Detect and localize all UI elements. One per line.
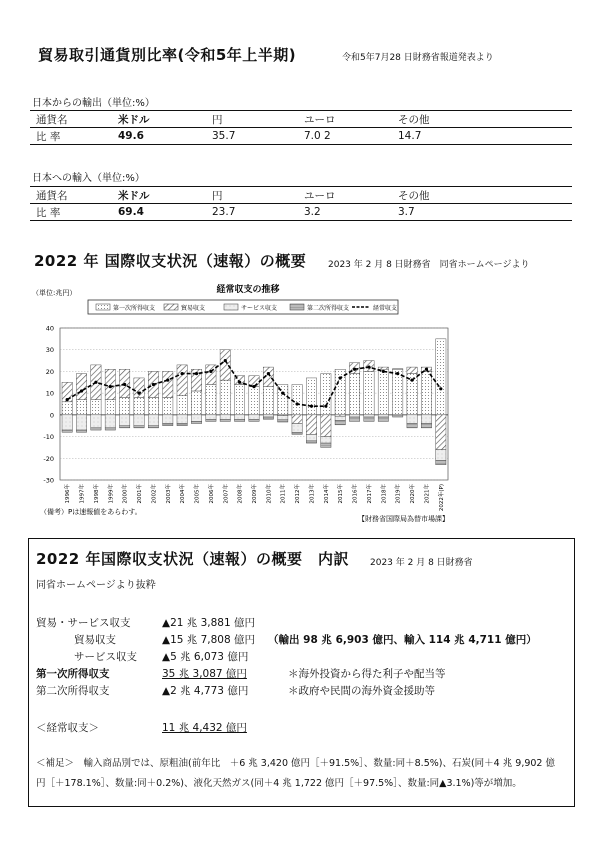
imports-header-usd: 米ドル [112, 187, 206, 204]
bar-segment [421, 415, 431, 424]
current-account-point [123, 383, 126, 386]
breakdown-note-primary-income: ＊海外投資から得た利子や配当等 [288, 668, 446, 680]
bar-segment [306, 441, 316, 443]
chart-footnote: （備考）Pは速報値をあらわす。 [40, 508, 142, 516]
breakdown-label-secondary-income: 第二次所得収支 [36, 685, 110, 697]
x-tick-label: 2000年 [122, 484, 129, 504]
current-account-point [396, 372, 399, 375]
bar-segment [234, 419, 244, 421]
bar-segment [220, 380, 230, 415]
x-tick-label: 1999年 [108, 484, 115, 504]
trade-currency-source: 令和5年7月28 日財務省報道発表より [342, 53, 494, 63]
x-tick-label: 2007年 [223, 484, 230, 504]
x-tick-label: 2016年 [352, 484, 359, 504]
exports-header-currency: 通貨名 [30, 111, 112, 128]
bar-segment [349, 374, 359, 415]
legend-label: 第二次所得収支 [307, 305, 350, 312]
current-account-point [181, 372, 184, 375]
bar-segment [436, 460, 446, 464]
bar-segment [62, 402, 72, 415]
breakdown-label-current-account: ＜経常収支＞ [36, 722, 99, 734]
current-account-point [281, 392, 284, 395]
current-account-point [137, 392, 140, 395]
breakdown-value-trade: ▲15 兆 7,808 億円 [162, 634, 256, 646]
bar-segment [249, 419, 259, 421]
bar-segment [191, 421, 201, 423]
bar-segment [105, 400, 115, 415]
bar-segment [206, 384, 216, 414]
exports-value-euro: 7.0 2 [298, 128, 392, 145]
exports-value-usd: 49.6 [112, 128, 206, 145]
x-tick-label: 2006年 [208, 484, 215, 504]
x-tick-label: 2011年 [280, 484, 287, 504]
x-tick-label: 2022年(P) [438, 484, 445, 512]
bar-segment [206, 365, 216, 385]
bar-segment [163, 397, 173, 414]
bar-segment [378, 367, 388, 369]
current-account-point [310, 405, 313, 408]
y-tick-label: -20 [43, 454, 54, 463]
imports-header-euro: ユーロ [298, 187, 392, 204]
current-account-point [66, 398, 69, 401]
bar-segment [249, 387, 259, 415]
bar-segment [335, 421, 345, 425]
current-account-point [238, 381, 241, 384]
x-tick-label: 2021年 [424, 484, 431, 504]
y-tick-label: 40 [45, 324, 54, 333]
bar-segment [177, 424, 187, 426]
trade-currency-title: 貿易取引通貨別比率(令和5年上半期) [38, 46, 297, 64]
chart-unit-label: （単位:兆円） [32, 289, 77, 297]
bar-segment [62, 430, 72, 432]
bar-segment [306, 434, 316, 441]
exports-header-other: その他 [392, 111, 572, 128]
bar-segment [76, 430, 86, 432]
breakdown-note-trade: （輸出 98 兆 6,903 億円、輸入 114 兆 4,711 億円） [268, 634, 537, 646]
legend-swatch-3 [224, 304, 238, 310]
breakdown-label-services: サービス収支 [74, 651, 137, 663]
bar-segment [76, 400, 86, 415]
current-account-point [80, 389, 83, 392]
bar-segment [134, 415, 144, 426]
bar-segment [119, 415, 129, 426]
x-tick-label: 1997年 [79, 484, 86, 504]
exports-value-other: 14.7 [392, 128, 572, 145]
bar-segment [91, 415, 101, 428]
imports-header-currency: 通貨名 [30, 187, 112, 204]
current-account-point [109, 385, 112, 388]
x-tick-label: 2010年 [266, 484, 273, 504]
x-tick-label: 2018年 [381, 484, 388, 504]
breakdown-label-trade-services: 貿易・サービス収支 [36, 617, 131, 629]
bar-segment [234, 384, 244, 414]
x-tick-label: 1998年 [93, 484, 100, 504]
bar-segment [62, 415, 72, 430]
bar-segment [436, 450, 446, 461]
bar-segment [335, 369, 345, 415]
x-tick-label: 2008年 [237, 484, 244, 504]
exports-header-euro: ユーロ [298, 111, 392, 128]
x-tick-label: 2019年 [395, 484, 402, 504]
bar-segment [378, 417, 388, 421]
chart-credit: 【財務省国際局為替市場課】 [358, 515, 449, 523]
breakdown-note-secondary-income: ＊政府や民間の海外資金援助等 [288, 685, 435, 697]
breakdown-subsource: 同省ホームページより抜粋 [36, 580, 156, 591]
imports-header-yen: 円 [206, 187, 298, 204]
exports-table [30, 110, 572, 145]
legend-label: 貿易収支 [181, 305, 206, 312]
current-account-point [425, 368, 428, 371]
y-tick-label: 30 [45, 346, 54, 355]
x-tick-label: 2001年 [137, 484, 144, 504]
imports-header-other: その他 [392, 187, 572, 204]
bar-segment [191, 415, 201, 422]
legend-swatch-2 [164, 304, 178, 310]
bar-segment [76, 415, 86, 430]
bar-segment [292, 424, 302, 433]
bar-segment [105, 415, 115, 428]
bar-segment [292, 415, 302, 424]
breakdown-value-current-account: 11 兆 4,432 億円 [162, 722, 247, 734]
bar-segment [278, 416, 288, 420]
bar-segment [407, 424, 417, 428]
current-account-point [339, 376, 342, 379]
bar-segment [163, 415, 173, 424]
breakdown-value-trade-services: ▲21 兆 3,881 億円 [162, 617, 256, 629]
bar-segment [436, 415, 446, 450]
current-account-point [410, 379, 413, 382]
bar-segment [278, 420, 288, 422]
bar-segment [421, 424, 431, 428]
bar-segment [306, 415, 316, 435]
breakdown-supplement-line1: ＜補足＞ 輸入商品別では、原粗油(前年比 ＋6 兆 3,420 億円［＋91.5%］、数量:同＋8.5%)、石炭(同＋4 兆 9,902 億 [36, 758, 555, 769]
bar-segment [119, 426, 129, 428]
bar-segment [148, 426, 158, 428]
exports-header-yen: 円 [206, 111, 298, 128]
bar-segment [407, 415, 417, 424]
current-account-point [209, 370, 212, 373]
bar-segment [119, 397, 129, 414]
x-tick-label: 2014年 [323, 484, 330, 504]
y-tick-label: 0 [49, 411, 54, 420]
bar-segment [321, 437, 331, 444]
imports-table [30, 186, 572, 221]
bar-segment [177, 415, 187, 424]
x-tick-label: 2013年 [309, 484, 316, 504]
x-tick-label: 1996年 [65, 484, 72, 504]
current-account-point [367, 365, 370, 368]
bar-segment [206, 415, 216, 419]
current-account-point [439, 387, 442, 390]
current-account-point [152, 383, 155, 386]
imports-value-other: 3.7 [392, 204, 572, 221]
imports-caption: 日本への輸入（単位:%） [32, 173, 145, 184]
current-account-point [296, 402, 299, 405]
current-account-chart [28, 280, 468, 530]
x-tick-label: 2015年 [338, 484, 345, 504]
y-tick-label: 20 [45, 367, 54, 376]
exports-caption: 日本からの輸出（単位:%） [32, 98, 155, 109]
bar-segment [220, 419, 230, 421]
current-account-point [324, 405, 327, 408]
bar-segment [148, 397, 158, 414]
x-tick-label: 2003年 [165, 484, 172, 504]
breakdown-value-primary-income: 35 兆 3,087 億円 [162, 668, 247, 680]
bar-segment [163, 424, 173, 426]
bar-segment [335, 416, 345, 420]
current-account-point [94, 381, 97, 384]
imports-value-yen: 23.7 [206, 204, 298, 221]
bar-segment [91, 428, 101, 430]
bar-segment [349, 415, 359, 417]
bar-segment [177, 365, 187, 395]
current-account-point [353, 368, 356, 371]
imports-value-usd: 69.4 [112, 204, 206, 221]
breakdown-value-services: ▲5 兆 6,073 億円 [162, 651, 249, 663]
bar-segment [292, 384, 302, 414]
bar-segment [105, 369, 115, 399]
current-account-point [252, 385, 255, 388]
breakdown-label-primary-income: 第一次所得収支 [36, 668, 110, 680]
bar-segment [378, 369, 388, 415]
x-tick-label: 2012年 [295, 484, 302, 504]
legend-label: サービス収支 [241, 305, 278, 312]
bar-segment [321, 374, 331, 415]
bar-segment [234, 415, 244, 419]
bar-segment [134, 397, 144, 414]
bar-segment [206, 419, 216, 421]
exports-header-usd: 米ドル [112, 111, 206, 128]
breakdown-title: 2022 年国際収支状況（速報）の概要 内訳 [36, 550, 349, 568]
exports-value-yen: 35.7 [206, 128, 298, 145]
y-tick-label: -30 [43, 476, 54, 485]
bar-segment [393, 415, 403, 417]
x-tick-label: 2004年 [180, 484, 187, 504]
bar-segment [292, 432, 302, 434]
bar-segment [364, 415, 374, 417]
bar-segment [220, 415, 230, 419]
bar-segment [364, 417, 374, 421]
x-tick-label: 2009年 [252, 484, 258, 504]
current-account-point [195, 372, 198, 375]
x-tick-label: 2020年 [410, 484, 417, 504]
bar-segment [349, 417, 359, 421]
bar-segment [91, 400, 101, 415]
bar-segment [105, 428, 115, 430]
breakdown-source: 2023 年 2 月 8 日財務省 [370, 558, 473, 568]
bar-segment [263, 417, 273, 419]
bar-segment [249, 415, 259, 419]
bar-segment [177, 395, 187, 415]
bar-segment [407, 367, 417, 374]
legend-label: 第一次所得収支 [113, 305, 156, 312]
breakdown-supplement-line2: 円［＋178.1%］、数量:同＋0.2%)、液化天然ガス(同＋4 兆 1,722 億円［＋97.5%］、数量:同▲3.1%)等が増加。 [36, 778, 522, 789]
current-account-point [166, 379, 169, 382]
y-tick-label: -10 [43, 433, 54, 442]
bar-segment [148, 415, 158, 426]
bar-segment [421, 371, 431, 414]
x-tick-label: 2017年 [366, 484, 373, 504]
bar-segment [436, 339, 446, 415]
bar-segment [364, 371, 374, 414]
chart-title: 経常収支の推移 [216, 285, 280, 295]
bar-segment [163, 371, 173, 397]
bar-segment [76, 374, 86, 400]
bar-segment [191, 391, 201, 415]
balance-overview-source: 2023 年 2 月 8 日財務省 同省ホームページより [328, 260, 530, 270]
imports-row-label: 比 率 [30, 204, 112, 221]
bar-segment [306, 378, 316, 415]
y-tick-label: 10 [45, 389, 54, 398]
imports-value-euro: 3.2 [298, 204, 392, 221]
current-account-point [267, 372, 270, 375]
legend-swatch-1 [96, 304, 110, 310]
x-tick-label: 2005年 [194, 484, 201, 504]
breakdown-value-secondary-income: ▲2 兆 4,773 億円 [162, 685, 249, 697]
bar-segment [378, 415, 388, 417]
current-account-point [382, 370, 385, 373]
bar-segment [263, 387, 273, 415]
current-account-point [224, 359, 227, 362]
bar-segment [134, 426, 144, 428]
bar-segment [321, 415, 331, 437]
legend-swatch-4 [290, 304, 304, 310]
breakdown-label-trade: 貿易収支 [74, 634, 116, 646]
x-tick-label: 2002年 [151, 484, 158, 504]
legend-label: 経常収支 [373, 305, 398, 312]
bar-segment [263, 415, 273, 417]
exports-row-label: 比 率 [30, 128, 112, 145]
balance-overview-title: 2022 年 国際収支状況（速報）の概要 [34, 252, 307, 270]
bar-segment [321, 443, 331, 447]
